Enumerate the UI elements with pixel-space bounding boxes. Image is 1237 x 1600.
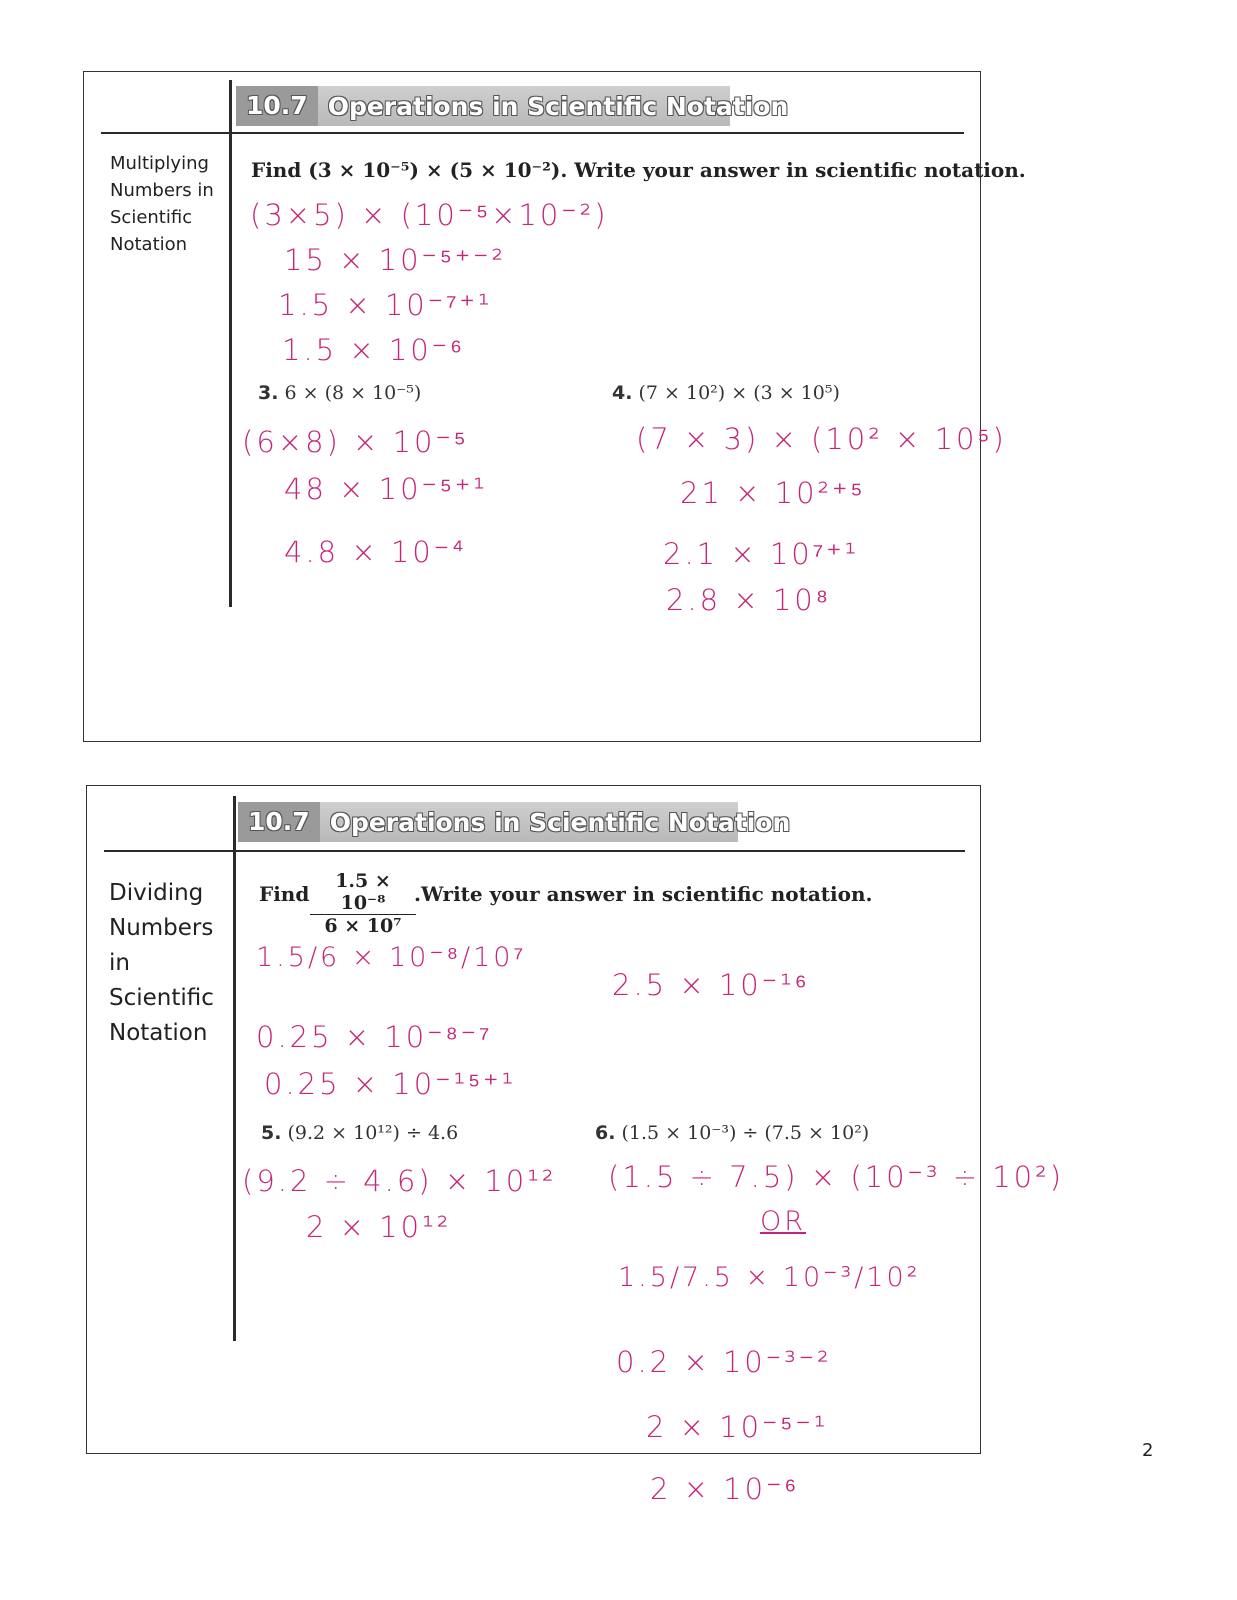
side-label-line: Numbers in	[110, 180, 214, 201]
problem-5	[261, 1122, 458, 1144]
handwritten-step: 1.5/7.5 × 10⁻³/10²	[618, 1262, 921, 1293]
handwritten-step: 4.8 × 10⁻⁴	[284, 535, 467, 569]
side-label-line: Scientific	[110, 207, 193, 228]
problem-4	[612, 382, 840, 404]
side-label-dividing	[109, 876, 214, 1051]
section-banner-2	[238, 802, 791, 842]
example-prompt-2-rest: .Write your answer in scientific notation.	[414, 882, 873, 906]
problem-expression: (1.5 × 10⁻³) ÷ (7.5 × 10²)	[621, 1122, 870, 1144]
problem-6	[595, 1122, 869, 1144]
section-title: Operations in Scientific Notation	[329, 807, 791, 837]
problem-number: 5.	[261, 1122, 282, 1144]
side-label-line: Notation	[109, 1020, 208, 1046]
handwritten-step: 48 × 10⁻⁵⁺¹	[284, 472, 488, 506]
problem-number: 4.	[612, 382, 633, 404]
example-prompt-1: Find (3 × 10⁻⁵) × (5 × 10⁻²). Write your answer in scientific notation.	[251, 158, 1026, 182]
problem-number: 3.	[258, 382, 279, 404]
handwritten-step: 15 × 10⁻⁵⁺⁻²	[284, 243, 507, 277]
handwritten-step: 2.1 × 10⁷⁺¹	[663, 537, 860, 571]
side-label-line: Notation	[110, 234, 188, 255]
handwritten-step: 1.5/6 × 10⁻⁸/10⁷	[256, 942, 527, 973]
section-title: Operations in Scientific Notation	[327, 91, 789, 121]
side-label-line: Numbers	[109, 915, 214, 941]
side-label-line: Multiplying	[110, 153, 209, 174]
fraction-denominator: 6 × 10⁷	[310, 914, 416, 937]
side-label-multiplying	[110, 150, 214, 258]
handwritten-step: 21 × 10²⁺⁵	[680, 476, 866, 510]
problem-expression: (7 × 10²) × (3 × 10⁵)	[638, 382, 840, 404]
card1-divider-horizontal	[101, 132, 964, 134]
handwritten-answer: 2.5 × 10⁻¹⁶	[612, 968, 810, 1002]
example-prompt-2-find: Find	[259, 882, 310, 906]
problem-3	[258, 382, 421, 404]
side-label-line: Scientific	[109, 985, 214, 1011]
section-banner-1	[236, 86, 789, 126]
page-number: 2	[1142, 1440, 1154, 1461]
handwritten-step: 0.25 × 10⁻¹⁵⁺¹	[264, 1067, 517, 1101]
handwritten-step: 2 × 10¹²	[306, 1210, 452, 1244]
handwritten-step: 0.2 × 10⁻³⁻²	[616, 1345, 832, 1379]
section-number-badge: 10.7	[238, 802, 320, 842]
side-label-line: Dividing	[109, 880, 204, 906]
problem-expression: 6 × (8 × 10⁻⁵)	[284, 382, 422, 404]
fraction-numerator: 1.5 × 10⁻⁸	[335, 870, 391, 914]
handwritten-step: 2.8 × 10⁸	[666, 583, 831, 617]
handwritten-step: (9.2 ÷ 4.6) × 10¹²	[242, 1164, 557, 1198]
handwritten-or: OR	[760, 1206, 807, 1237]
handwritten-step: 0.25 × 10⁻⁸⁻⁷	[256, 1020, 493, 1054]
handwritten-step: 2 × 10⁻⁶	[650, 1472, 800, 1506]
problem-expression: (9.2 × 10¹²) ÷ 4.6	[287, 1122, 459, 1144]
card2-divider-vertical	[233, 796, 236, 1341]
handwritten-step: (3×5) × (10⁻⁵×10⁻²)	[250, 198, 609, 232]
section-number-badge: 10.7	[236, 86, 318, 126]
handwritten-step: (7 × 3) × (10² × 10⁵)	[636, 422, 1007, 456]
card1-divider-vertical	[229, 80, 232, 607]
handwritten-step: 2 × 10⁻⁵⁻¹	[646, 1410, 829, 1444]
handwritten-step: (1.5 ÷ 7.5) × (10⁻³ ÷ 10²)	[608, 1160, 1065, 1194]
side-label-line: in	[109, 950, 130, 976]
card2-divider-horizontal	[104, 850, 965, 852]
problem-number: 6.	[595, 1122, 616, 1144]
handwritten-step: (6×8) × 10⁻⁵	[242, 425, 469, 459]
example-prompt-2-fraction	[310, 870, 416, 937]
handwritten-step: 1.5 × 10⁻⁷⁺¹	[278, 288, 493, 322]
handwritten-step: 1.5 × 10⁻⁶	[282, 333, 466, 367]
